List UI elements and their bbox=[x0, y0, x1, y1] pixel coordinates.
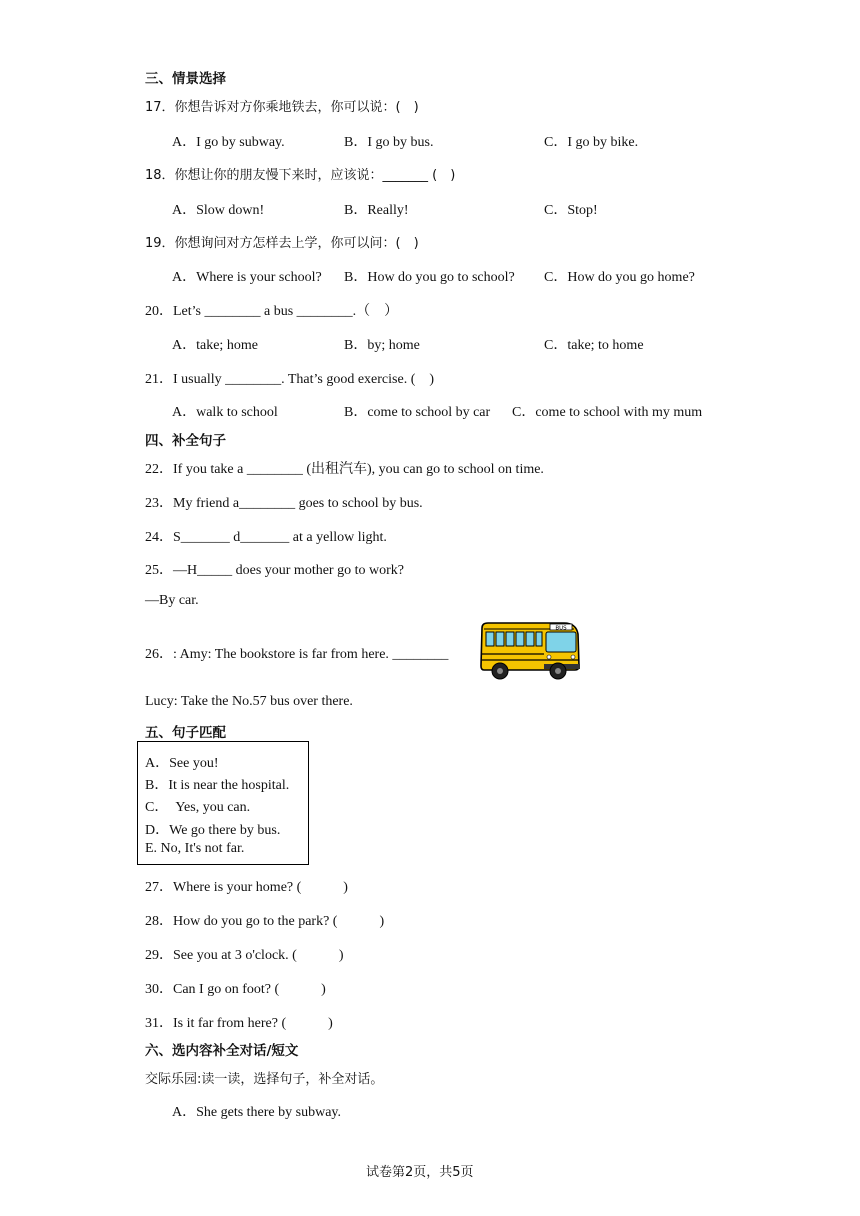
question-25-line1: 25．—H_____ does your mother go to work? bbox=[145, 563, 404, 578]
question-24: 24．S_______ d_______ at a yellow light. bbox=[145, 530, 387, 545]
question-20-stem: 20．Let’s ________ a bus ________.（ ） bbox=[145, 304, 399, 319]
question-21-option-b: B．come to school by car bbox=[344, 405, 491, 420]
matching-option-a: A．See you! bbox=[145, 756, 219, 771]
question-18-stem: 18．你想让你的朋友慢下来时，应该说：_______ ( ) bbox=[145, 168, 456, 183]
question-30: 30．Can I go on foot? ( ) bbox=[145, 982, 326, 997]
question-29: 29．See you at 3 o'clock. ( ) bbox=[145, 948, 344, 963]
question-23: 23．My friend a________ goes to school by bus. bbox=[145, 496, 423, 511]
question-17-option-b: B．I go by bus. bbox=[344, 135, 434, 150]
section-6-option-a: A．She gets there by subway. bbox=[172, 1105, 342, 1120]
question-18-option-c: C．Stop! bbox=[544, 203, 598, 218]
section-6-intro: 交际乐园:读一读，选择句子，补全对话。 bbox=[145, 1072, 384, 1087]
section-heading-5: 五、句子匹配 bbox=[145, 725, 226, 741]
matching-option-c: C． Yes, you can. bbox=[145, 800, 251, 815]
question-28: 28．How do you go to the park? ( ) bbox=[145, 914, 385, 929]
question-19-option-b: B．How do you go to school? bbox=[344, 270, 515, 285]
question-17-stem: 17．你想告诉对方你乘地铁去，你可以说：( ) bbox=[145, 100, 419, 115]
question-18-option-b: B．Really! bbox=[344, 203, 409, 218]
matching-options-box bbox=[137, 741, 309, 865]
section-heading-6: 六、选内容补全对话/短文 bbox=[145, 1043, 299, 1059]
school-bus-image bbox=[478, 620, 582, 682]
question-20-option-b: B．by; home bbox=[344, 338, 420, 353]
question-20-option-a: A．take; home bbox=[172, 338, 258, 353]
question-21-stem: 21．I usually ________. That’s good exercise. ( ) bbox=[145, 372, 435, 387]
section-heading-4: 四、补全句子 bbox=[145, 433, 226, 449]
matching-option-b: B．It is near the hospital. bbox=[145, 778, 290, 793]
question-20-option-c: C．take; to home bbox=[544, 338, 644, 353]
question-21-option-c: C．come to school with my mum bbox=[512, 405, 703, 420]
section-heading-3: 三、情景选择 bbox=[145, 71, 226, 87]
question-26-line1: 26．: Amy: The bookstore is far from here. ________ bbox=[145, 647, 449, 662]
question-19-option-c: C．How do you go home? bbox=[544, 270, 695, 285]
question-22: 22．If you take a ________ (出租汽车), you can go to school on time. bbox=[145, 462, 544, 477]
matching-option-e: E. No, It's not far. bbox=[145, 841, 245, 856]
bus-sign-text: BUS bbox=[555, 625, 567, 632]
question-17-option-c: C．I go by bike. bbox=[544, 135, 639, 150]
question-25-line2: —By car. bbox=[145, 593, 199, 608]
question-21-option-a: A．walk to school bbox=[172, 405, 278, 420]
question-17-option-a: A．I go by subway. bbox=[172, 135, 285, 150]
page-footer: 试卷第2页，共5页 bbox=[366, 1165, 474, 1180]
question-18-option-a: A．Slow down! bbox=[172, 203, 265, 218]
matching-option-d: D．We go there by bus. bbox=[145, 823, 281, 838]
question-31: 31．Is it far from here? ( ) bbox=[145, 1016, 333, 1031]
question-26-line2: Lucy: Take the No.57 bus over there. bbox=[145, 694, 353, 709]
question-27: 27．Where is your home? ( ) bbox=[145, 880, 348, 895]
question-19-option-a: A．Where is your school? bbox=[172, 270, 322, 285]
question-19-stem: 19．你想询问对方怎样去上学，你可以问：( ) bbox=[145, 236, 419, 251]
